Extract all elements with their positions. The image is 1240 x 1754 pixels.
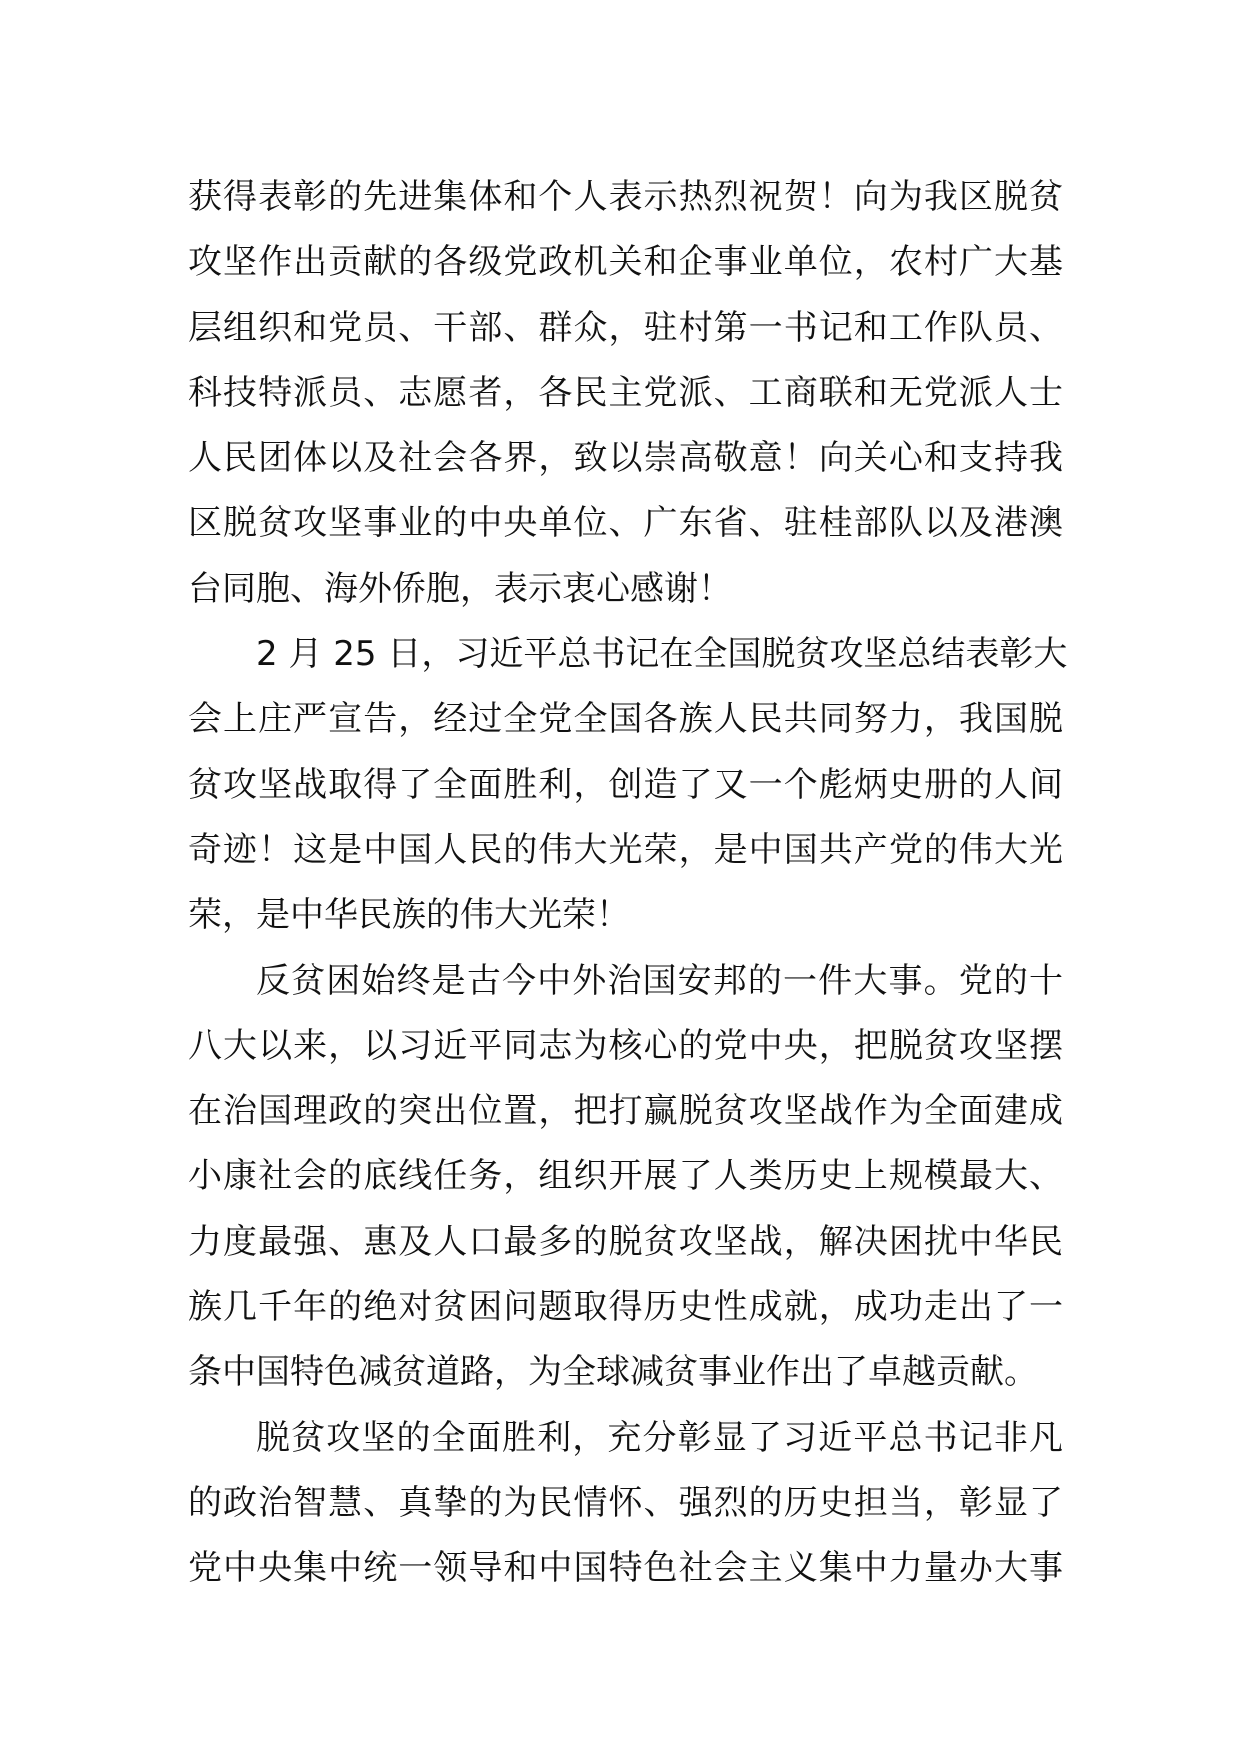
text-line: 会上庄严宣告，经过全党全国各族人民共同努力，我国脱 bbox=[188, 699, 1063, 740]
text-line: 脱贫攻坚的全面胜利，充分彰显了习近平总书记非凡 bbox=[256, 1417, 1063, 1458]
document-body bbox=[188, 165, 1068, 1602]
text-line: 奇迹！这是中国人民的伟大光荣，是中国共产党的伟大光 bbox=[188, 829, 1063, 870]
text-line: 力度最强、惠及人口最多的脱贫攻坚战，解决困扰中华民 bbox=[188, 1221, 1063, 1262]
text-line: 小康社会的底线任务，组织开展了人类历史上规模最大、 bbox=[188, 1156, 1063, 1197]
text-line: 攻坚作出贡献的各级党政机关和企事业单位，农村广大基 bbox=[188, 242, 1063, 283]
text-line: 2 月 25 日，习近平总书记在全国脱贫攻坚总结表彰大 bbox=[256, 634, 1068, 675]
text-line: 荣，是中华民族的伟大光荣！ bbox=[188, 895, 630, 936]
text-line: 科技特派员、志愿者，各民主党派、工商联和无党派人士 bbox=[188, 372, 1063, 413]
text-line: 在治国理政的突出位置，把打赢脱贫攻坚战作为全面建成 bbox=[188, 1091, 1063, 1132]
text-line: 八大以来，以习近平同志为核心的党中央，把脱贫攻坚摆 bbox=[188, 1025, 1063, 1066]
text-line: 党中央集中统一领导和中国特色社会主义集中力量办大事 bbox=[188, 1548, 1063, 1589]
text-line: 人民团体以及社会各界，致以崇高敬意！向关心和支持我 bbox=[188, 438, 1063, 479]
text-line: 的政治智慧、真挚的为民情怀、强烈的历史担当，彰显了 bbox=[188, 1482, 1063, 1523]
text-line: 区脱贫攻坚事业的中央单位、广东省、驻桂部队以及港澳 bbox=[188, 503, 1063, 544]
text-line: 获得表彰的先进集体和个人表示热烈祝贺！向为我区脱贫 bbox=[188, 177, 1063, 217]
text-line: 层组织和党员、干部、群众，驻村第一书记和工作队员、 bbox=[188, 307, 1063, 348]
text-line: 反贫困始终是古今中外治国安邦的一件大事。党的十 bbox=[256, 960, 1063, 1001]
text-line: 族几千年的绝对贫困问题取得历史性成就，成功走出了一 bbox=[188, 1287, 1063, 1328]
text-line: 贫攻坚战取得了全面胜利，创造了又一个彪炳史册的人间 bbox=[188, 764, 1063, 805]
text-line: 条中国特色减贫道路，为全球减贫事业作出了卓越贡献。 bbox=[188, 1352, 1038, 1393]
text-line: 台同胞、海外侨胞，表示衷心感谢！ bbox=[188, 568, 732, 609]
